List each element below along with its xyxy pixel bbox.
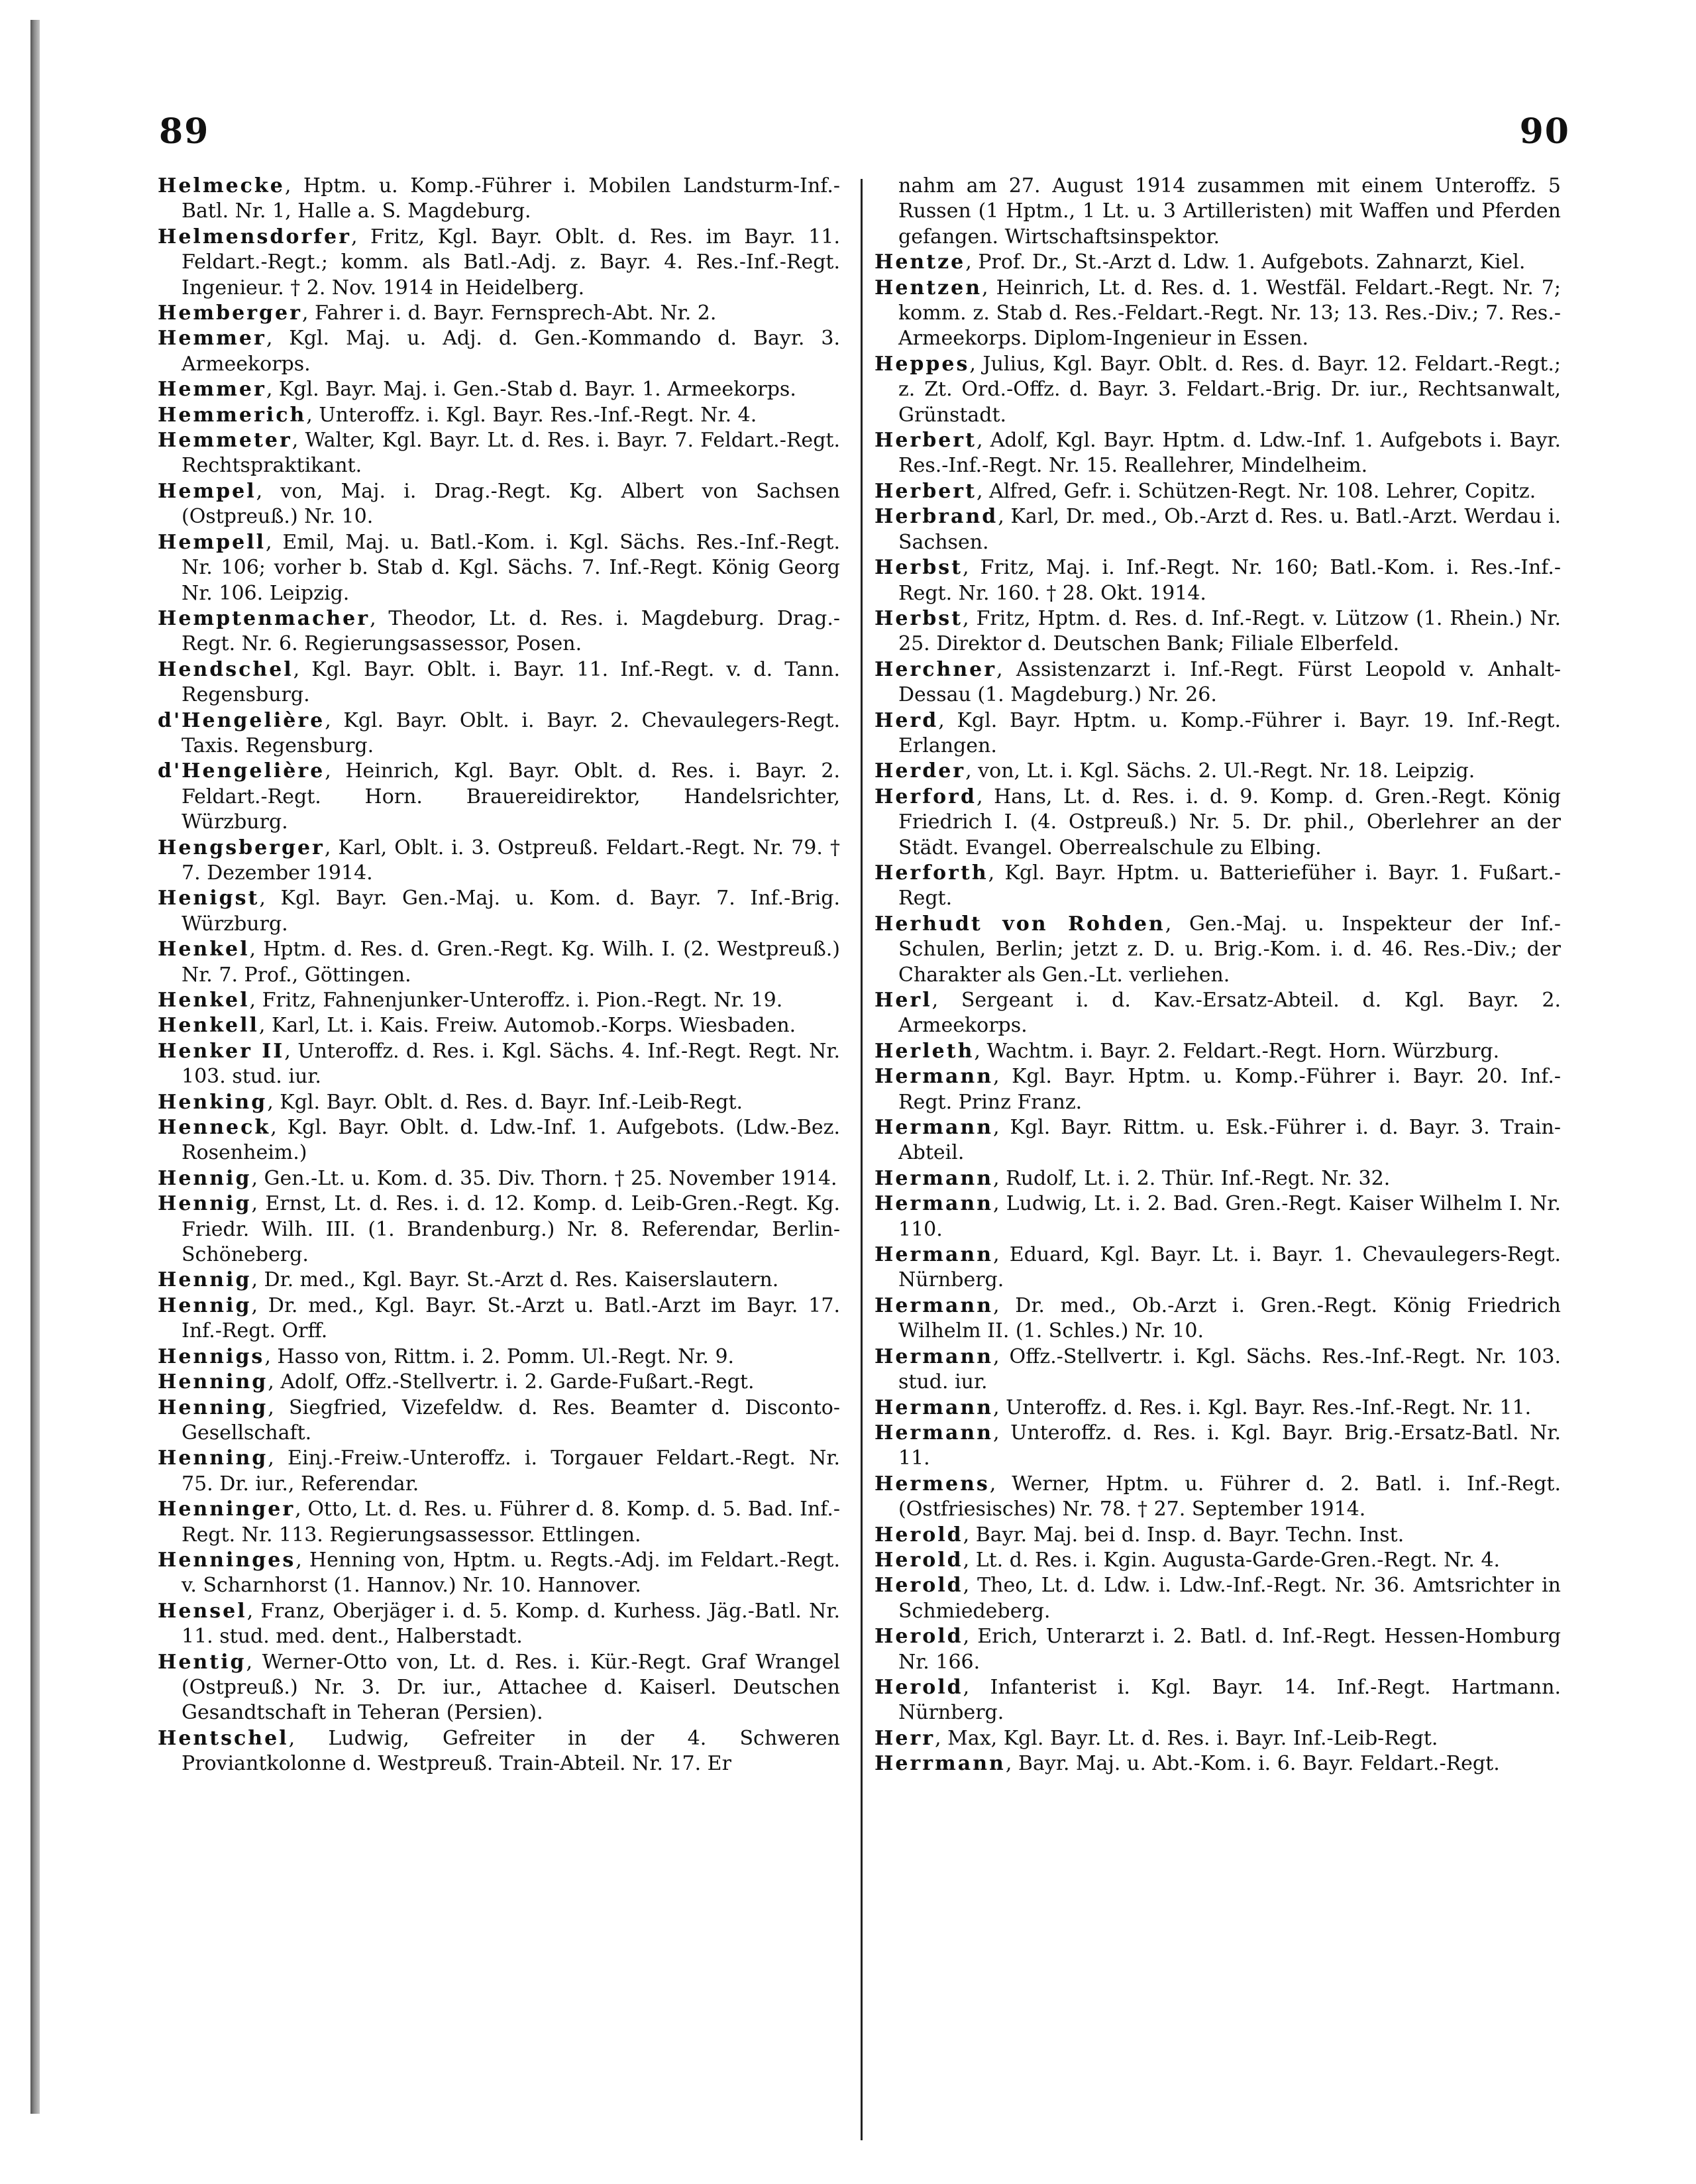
- entry: [874, 1548, 1561, 1573]
- entry: [874, 428, 1561, 479]
- entry-name: Hendschel: [158, 657, 293, 681]
- entry: [874, 1726, 1561, 1751]
- entry-name: Hemmeter: [158, 429, 292, 453]
- entry-text: , Offz.-Stellvertr. i. Kgl. Sächs. Res.-Inf.-Regt. Nr. 103. stud. iur.: [898, 1344, 1561, 1394]
- entry: [158, 1191, 840, 1268]
- entry-text: , Assistenzarzt i. Inf.-Regt. Fürst Leopold v. Anhalt-Dessau (1. Magdeburg.) Nr. 26.: [898, 657, 1561, 707]
- entry-text: , Kgl. Bayr. Hptm. u. Komp.-Führer i. Bayr. 19. Inf.-Regt. Erlangen.: [898, 708, 1561, 757]
- entry-name: Herold: [874, 1625, 963, 1649]
- entry: [874, 1039, 1561, 1064]
- entry-text: , Unteroffz. i. Kgl. Bayr. Res.-Inf.-Regt. Nr. 4.: [306, 403, 757, 427]
- entry-name: Hermann: [874, 1116, 994, 1140]
- entry-text: , Prof. Dr., St.-Arzt d. Ldw. 1. Aufgebots. Zahnarzt, Kiel.: [965, 250, 1526, 274]
- entry-name: Herford: [874, 785, 977, 808]
- entry: [158, 174, 840, 225]
- entry-name: Herbst: [874, 556, 963, 580]
- entry-name: Henkell: [158, 1014, 259, 1038]
- entry-name: Hennigs: [158, 1344, 265, 1368]
- entry-name: Hentze: [874, 250, 966, 274]
- entry-text: , Heinrich, Kgl. Bayr. Oblt. d. Res. i. Bayr. 2. Feldart.-Regt. Horn. Brauereidirektor, Handelsrichter, Würzburg.: [182, 759, 840, 834]
- entry: [158, 326, 840, 377]
- entry: [158, 708, 840, 759]
- entry-text: , Dr. med., Kgl. Bayr. St.-Arzt d. Res. Kaiserslautern.: [251, 1268, 779, 1292]
- entry-name: Henninger: [158, 1498, 295, 1521]
- entry-text: , Julius, Kgl. Bayr. Oblt. d. Res. d. Bayr. 12. Feldart.-Regt.; z. Zt. Ord.-Offz. d. Bayr. 3. Feldart.-Brig. Dr. iur., Rechtsanwalt, Grünstadt.: [898, 352, 1561, 427]
- entry: [158, 606, 840, 657]
- entry-name: Hempel: [158, 479, 256, 503]
- entry-name: Hentschel: [158, 1726, 289, 1750]
- entry: [158, 988, 840, 1013]
- entry-text: , Fahrer i. d. Bayr. Fernsprech-Abt. Nr. 2.: [301, 301, 717, 325]
- entry-text: , Karl, Oblt. i. 3. Ostpreuß. Feldart.-Regt. Nr. 79. † 7. Dezember 1914.: [182, 836, 840, 885]
- entry: [158, 1548, 840, 1599]
- entry-text: , Kgl. Maj. u. Adj. d. Gen.-Kommando d. Bayr. 3. Armeekorps.: [182, 327, 840, 376]
- entry: [158, 1497, 840, 1548]
- entry-text: , Fritz, Maj. i. Inf.-Regt. Nr. 160; Batl.-Kom. i. Res.-Inf.-Regt. Nr. 160. † 28. Okt. 1914.: [898, 556, 1561, 605]
- entry: [874, 1395, 1561, 1421]
- entry-text: , Max, Kgl. Bayr. Lt. d. Res. i. Bayr. Inf.-Leib-Regt.: [935, 1726, 1438, 1750]
- entry: [158, 1446, 840, 1497]
- entry-name: Hemmer: [158, 327, 266, 351]
- entry: [874, 479, 1561, 504]
- entry: [874, 1064, 1561, 1115]
- entry-text: , Erich, Unterarzt i. 2. Batl. d. Inf.-Regt. Hessen-Homburg Nr. 166.: [898, 1625, 1561, 1674]
- entry: [158, 1599, 840, 1650]
- entry: [158, 1166, 840, 1191]
- entry-name: Hennig: [158, 1166, 252, 1190]
- entry-text: , Bayr. Maj. u. Abt.-Kom. i. 6. Bayr. Feldart.-Regt.: [1005, 1752, 1500, 1776]
- entry-name: Hermann: [874, 1421, 994, 1445]
- entry-name: Herleth: [874, 1039, 975, 1063]
- entry: [874, 1523, 1561, 1548]
- entry-name: Herchner: [874, 657, 997, 681]
- entry: [158, 937, 840, 988]
- right-column: [874, 174, 1561, 1777]
- entry-name: Herder: [874, 759, 966, 783]
- entry-text: , Hasso von, Rittm. i. 2. Pomm. Ul.-Regt. Nr. 9.: [264, 1344, 735, 1368]
- entry: [874, 988, 1561, 1039]
- entry-name: Henkel: [158, 938, 250, 961]
- entry-name: Herbrand: [874, 505, 998, 529]
- entry: [158, 403, 840, 428]
- entry: [158, 1650, 840, 1726]
- entry-text: , Werner-Otto von, Lt. d. Res. i. Kür.-Regt. Graf Wrangel (Ostpreuß.) Nr. 3. Dr. iur., Attachee d. Kaiserl. Deutschen Gesandtschaft in Teheran (Persien).: [182, 1650, 840, 1725]
- entry-name: Hemmerich: [158, 403, 307, 427]
- entry-name: Herold: [874, 1675, 963, 1699]
- entry-text: , Dr. med., Kgl. Bayr. St.-Arzt u. Batl.-Arzt im Bayr. 17. Inf.-Regt. Orff.: [182, 1293, 840, 1343]
- entry-name: Henning: [158, 1395, 268, 1419]
- entry-text: , Kgl. Bayr. Hptm. u. Batteriefüher i. Bayr. 1. Fußart.-Regt.: [898, 861, 1561, 910]
- entry: [158, 301, 840, 326]
- entry-name: Heppes: [874, 352, 970, 376]
- entry-name: d'Hengelière: [158, 708, 325, 732]
- entry-name: Hentig: [158, 1650, 246, 1674]
- binding-edge: [30, 20, 40, 2114]
- entry: [874, 1191, 1561, 1242]
- entry-text: , Henning von, Hptm. u. Regts.-Adj. im Feldart.-Regt. v. Scharnhorst (1. Hannov.) Nr. 10. Hannover.: [182, 1548, 840, 1598]
- entry-text: , Kgl. Bayr. Hptm. u. Komp.-Führer i. Bayr. 20. Inf.-Regt. Prinz Franz.: [898, 1065, 1561, 1114]
- entry-name: Henker II: [158, 1039, 285, 1063]
- left-page-number: 89: [159, 111, 210, 152]
- entry-name: Hentzen: [874, 276, 982, 300]
- entry-name: Herold: [874, 1548, 963, 1572]
- entry-text: , Theodor, Lt. d. Res. i. Magdeburg. Drag.-Regt. Nr. 6. Regierungsassessor, Posen.: [182, 606, 840, 656]
- entry: [158, 1039, 840, 1090]
- entry-name: Henigst: [158, 887, 260, 910]
- entry-name: Hermann: [874, 1344, 994, 1368]
- entry-name: Helmecke: [158, 174, 285, 197]
- entry: [874, 1242, 1561, 1293]
- entry: [874, 1115, 1561, 1166]
- entry-name: Herrmann: [874, 1752, 1006, 1776]
- entry: [874, 504, 1561, 555]
- entry-text: , Ludwig, Lt. i. 2. Bad. Gren.-Regt. Kaiser Wilhelm I. Nr. 110.: [898, 1192, 1561, 1241]
- entry: [158, 657, 840, 708]
- entry: [874, 1421, 1561, 1472]
- entry-name: Henking: [158, 1090, 268, 1114]
- entry-text: , Kgl. Bayr. Rittm. u. Esk.-Führer i. d. Bayr. 3. Train-Abteil.: [898, 1116, 1561, 1165]
- entry-name: Herold: [874, 1574, 963, 1598]
- entry: [874, 657, 1561, 708]
- entry: [874, 1472, 1561, 1523]
- entry: [874, 785, 1561, 861]
- entry-name: Henning: [158, 1447, 268, 1470]
- entry: [158, 530, 840, 606]
- entry-text: , Karl, Dr. med., Ob.-Arzt d. Res. u. Batl.-Arzt. Werdau i. Sachsen.: [898, 505, 1561, 554]
- entry-text: , Kgl. Bayr. Oblt. i. Bayr. 11. Inf.-Regt. v. d. Tann. Regensburg.: [182, 657, 840, 707]
- entry: [158, 886, 840, 937]
- entry-text: , Fritz, Kgl. Bayr. Oblt. d. Res. im Bayr. 11. Feldart.-Regt.; komm. als Batl.-Adj. z. Bayr. 4. Res.-Inf.-Regt. Ingenieur. † 2. Nov. 1914 in Heidelberg.: [182, 225, 840, 300]
- entry: [874, 1293, 1561, 1344]
- entry-name: Herr: [874, 1726, 935, 1750]
- entry-text: , Unteroffz. d. Res. i. Kgl. Bayr. Res.-Inf.-Regt. Nr. 11.: [993, 1395, 1532, 1419]
- entry-text: , Kgl. Bayr. Oblt. d. Res. d. Bayr. Inf.-Leib-Regt.: [267, 1090, 743, 1114]
- entry-text: , Werner, Hptm. u. Führer d. 2. Batl. i. Inf.-Regt. (Ostfriesisches) Nr. 78. † 27. September 1914.: [898, 1472, 1561, 1521]
- entry-text: , Einj.-Freiw.-Unteroffz. i. Torgauer Feldart.-Regt. Nr. 75. Dr. iur., Referendar.: [182, 1447, 840, 1496]
- entry-text: , Unteroffz. d. Res. i. Kgl. Bayr. Brig.-Ersatz-Batl. Nr. 11.: [898, 1421, 1561, 1470]
- entry-text: , Infanterist i. Kgl. Bayr. 14. Inf.-Regt. Hartmann. Nürnberg.: [898, 1675, 1561, 1725]
- entry-name: Herforth: [874, 861, 988, 885]
- entry-name: Helmensdorfer: [158, 225, 351, 248]
- entry-text: , Walter, Kgl. Bayr. Lt. d. Res. i. Bayr. 7. Feldart.-Regt. Rechtspraktikant.: [182, 429, 840, 478]
- entry-name: Herbert: [874, 479, 977, 503]
- entry: [158, 1726, 840, 1777]
- entry-text: , Kgl. Bayr. Oblt. d. Ldw.-Inf. 1. Aufgebots. (Ldw.-Bez. Rosenheim.): [182, 1116, 840, 1165]
- entry-text: , Siegfried, Vizefeldw. d. Res. Beamter d. Disconto-Gesellschaft.: [182, 1395, 840, 1445]
- entry: [158, 428, 840, 479]
- entry: [158, 1344, 840, 1370]
- entry-name: Herbert: [874, 429, 977, 453]
- entry-text: , Theo, Lt. d. Ldw. i. Ldw.-Inf.-Regt. Nr. 36. Amtsrichter in Schmiedeberg.: [898, 1574, 1561, 1623]
- entry-text: , Bayr. Maj. bei d. Insp. d. Bayr. Techn. Inst.: [963, 1523, 1404, 1547]
- entry-name: Herold: [874, 1523, 963, 1547]
- entry: [158, 1395, 840, 1447]
- entry-name: Hermann: [874, 1243, 994, 1267]
- entry: [158, 1268, 840, 1293]
- entry-name: Hempell: [158, 530, 266, 554]
- entry-name: Herl: [874, 989, 932, 1012]
- entry: [158, 1013, 840, 1038]
- entry-text: , Sergeant i. d. Kav.-Ersatz-Abteil. d. Kgl. Bayr. 2. Armeekorps.: [898, 989, 1561, 1038]
- entry-name: Henkel: [158, 989, 250, 1012]
- entry-name: Hemmer: [158, 378, 266, 402]
- entry-text: , Wachtm. i. Bayr. 2. Feldart.-Regt. Horn. Würzburg.: [974, 1039, 1500, 1063]
- entry: [158, 1293, 840, 1344]
- entry-name: Hennig: [158, 1268, 252, 1292]
- entry-name: Henning: [158, 1370, 268, 1394]
- entry-name: Hennig: [158, 1293, 252, 1317]
- entry: [158, 1370, 840, 1395]
- entry-name: Hemptenmacher: [158, 606, 370, 630]
- entry: [874, 1624, 1561, 1675]
- column-divider: [861, 179, 863, 2140]
- entry-text: , von, Maj. i. Drag.-Regt. Kg. Albert von Sachsen (Ostpreuß.) Nr. 10.: [182, 479, 840, 529]
- entry-text: , Kgl. Bayr. Maj. i. Gen.-Stab d. Bayr. 1. Armeekorps.: [266, 378, 796, 402]
- entry-text: , Ernst, Lt. d. Res. i. d. 12. Komp. d. Leib-Gren.-Regt. Kg. Friedr. Wilh. III. (1. Brandenburg.) Nr. 8. Referendar, Berlin-Schöneberg.: [182, 1192, 840, 1267]
- entry: [874, 555, 1561, 606]
- entry: [874, 759, 1561, 784]
- entry: [874, 276, 1561, 352]
- entry-text: , Dr. med., Ob.-Arzt i. Gren.-Regt. König Friedrich Wilhelm II. (1. Schles.) Nr. 10.: [898, 1293, 1561, 1343]
- entry-text: , Adolf, Offz.-Stellvertr. i. 2. Garde-Fußart.-Regt.: [268, 1370, 755, 1394]
- entry-name: Hermann: [874, 1395, 994, 1419]
- entry-text: , Unteroffz. d. Res. i. Kgl. Sächs. 4. Inf.-Regt. Regt. Nr. 103. stud. iur.: [182, 1039, 840, 1089]
- entry-name: d'Hengelière: [158, 759, 325, 783]
- entry-text: , Lt. d. Res. i. Kgin. Augusta-Garde-Gren.-Regt. Nr. 4.: [963, 1548, 1501, 1572]
- entry-name: Hermens: [874, 1472, 990, 1496]
- entry-name: Hermann: [874, 1192, 994, 1216]
- entry: [874, 861, 1561, 912]
- entry: [874, 1675, 1561, 1726]
- entry-name: Hermann: [874, 1166, 994, 1190]
- entry-name: Herbst: [874, 606, 963, 630]
- entry-text: , Franz, Oberjäger i. d. 5. Komp. d. Kurhess. Jäg.-Batl. Nr. 11. stud. med. dent., Halberstadt.: [182, 1599, 840, 1649]
- entry: [874, 1751, 1561, 1776]
- entry: [874, 606, 1561, 657]
- entry-text: , Gen.-Maj. u. Inspekteur der Inf.-Schulen, Berlin; jetzt z. D. u. Brig.-Kom. i. d. 46. Res.-Div.; der Charakter als Gen.-Lt. verliehen.: [898, 912, 1561, 987]
- entry-text: , Karl, Lt. i. Kais. Freiw. Automob.-Korps. Wiesbaden.: [258, 1014, 796, 1038]
- entry-text: , von, Lt. i. Kgl. Sächs. 2. Ul.-Regt. Nr. 18. Leipzig.: [965, 759, 1475, 783]
- entry-text: , Ludwig, Gefreiter in der 4. Schweren Proviantkolonne d. Westpreuß. Train-Abteil. Nr. 17. Er: [182, 1726, 840, 1776]
- entry-name: Hensel: [158, 1599, 247, 1623]
- entry-text: , Emil, Maj. u. Batl.-Kom. i. Kgl. Sächs. Res.-Inf.-Regt. Nr. 106; vorher b. Stab d. Kgl. Sächs. 7. Inf.-Regt. König Georg Nr. 106. Leipzig.: [182, 530, 840, 605]
- entry: [158, 479, 840, 530]
- entry: [158, 377, 840, 402]
- entry-name: Hennig: [158, 1192, 252, 1216]
- entry: [874, 912, 1561, 988]
- entry: [874, 1573, 1561, 1624]
- entry: [874, 708, 1561, 759]
- entry-text: , Otto, Lt. d. Res. u. Führer d. 8. Komp. d. 5. Bad. Inf.-Regt. Nr. 113. Regierungsassessor. Ettlingen.: [182, 1498, 840, 1547]
- entry-text: , Hptm. d. Res. d. Gren.-Regt. Kg. Wilh. I. (2. Westpreuß.) Nr. 7. Prof., Göttingen.: [182, 938, 840, 987]
- entry: [874, 174, 1561, 250]
- entry-text: , Gen.-Lt. u. Kom. d. 35. Div. Thorn. † 25. November 1914.: [251, 1166, 837, 1190]
- entry: [158, 836, 840, 887]
- entry-text: , Rudolf, Lt. i. 2. Thür. Inf.-Regt. Nr. 32.: [993, 1166, 1391, 1190]
- entry-text: , Kgl. Bayr. Gen.-Maj. u. Kom. d. Bayr. 7. Inf.-Brig. Würzburg.: [182, 887, 840, 936]
- entry-text: , Fritz, Hptm. d. Res. d. Inf.-Regt. v. Lützow (1. Rhein.) Nr. 25. Direktor d. Deutschen Bank; Filiale Elberfeld.: [898, 606, 1561, 656]
- entry: [158, 1090, 840, 1115]
- entry-text: , Eduard, Kgl. Bayr. Lt. i. Bayr. 1. Chevaulegers-Regt. Nürnberg.: [898, 1243, 1561, 1292]
- entry-text: , Heinrich, Lt. d. Res. d. 1. Westfäl. Feldart.-Regt. Nr. 7; komm. z. Stab d. Res.-Feldart.-Regt. Nr. 13; 13. Res.-Div.; 7. Res.-Armeekorps. Diplom-Ingenieur in Essen.: [898, 276, 1561, 351]
- entry-text: nahm am 27. August 1914 zusammen mit einem Unteroffz. 5 Russen (1 Hptm., 1 Lt. u. 3 Artilleristen) mit Waffen und Pferden gefangen. Wirtschaftsinspektor.: [898, 174, 1561, 248]
- left-column: [158, 174, 840, 1777]
- entry: [158, 225, 840, 301]
- entry-text: , Kgl. Bayr. Oblt. i. Bayr. 2. Chevaulegers-Regt. Taxis. Regensburg.: [182, 708, 840, 757]
- entry-name: Herhudt von Rohden: [874, 912, 1165, 936]
- entry-name: Henninges: [158, 1548, 296, 1572]
- entry-name: Henneck: [158, 1116, 271, 1140]
- entry-name: Hermann: [874, 1065, 994, 1089]
- entry: [158, 759, 840, 835]
- entry-name: Hermann: [874, 1293, 994, 1317]
- entry-text: , Adolf, Kgl. Bayr. Hptm. d. Ldw.-Inf. 1. Aufgebots i. Bayr. Res.-Inf.-Regt. Nr. 15. Reallehrer, Mindelheim.: [898, 429, 1561, 478]
- entry: [158, 1115, 840, 1166]
- entry-text: , Hptm. u. Komp.-Führer i. Mobilen Landsturm-Inf.-Batl. Nr. 1, Halle a. S. Magdeburg.: [182, 174, 840, 223]
- entry-text: , Alfred, Gefr. i. Schützen-Regt. Nr. 108. Lehrer, Copitz.: [976, 479, 1536, 503]
- entry: [874, 352, 1561, 428]
- entry-name: Hemberger: [158, 301, 302, 325]
- entry: [874, 250, 1561, 275]
- entry-text: , Hans, Lt. d. Res. i. d. 9. Komp. d. Gren.-Regt. König Friedrich I. (4. Ostpreuß.) Nr. 5. Dr. phil., Oberlehrer an der Städt. Evangel. Oberrealschule zu Elbing.: [898, 785, 1561, 859]
- right-page-number: 90: [1519, 111, 1570, 152]
- entry-text: , Fritz, Fahnenjunker-Unteroffz. i. Pion.-Regt. Nr. 19.: [249, 989, 783, 1012]
- entry: [874, 1344, 1561, 1395]
- entry: [874, 1166, 1561, 1191]
- entry-name: Herd: [874, 708, 939, 732]
- entry-name: Hengsberger: [158, 836, 325, 859]
